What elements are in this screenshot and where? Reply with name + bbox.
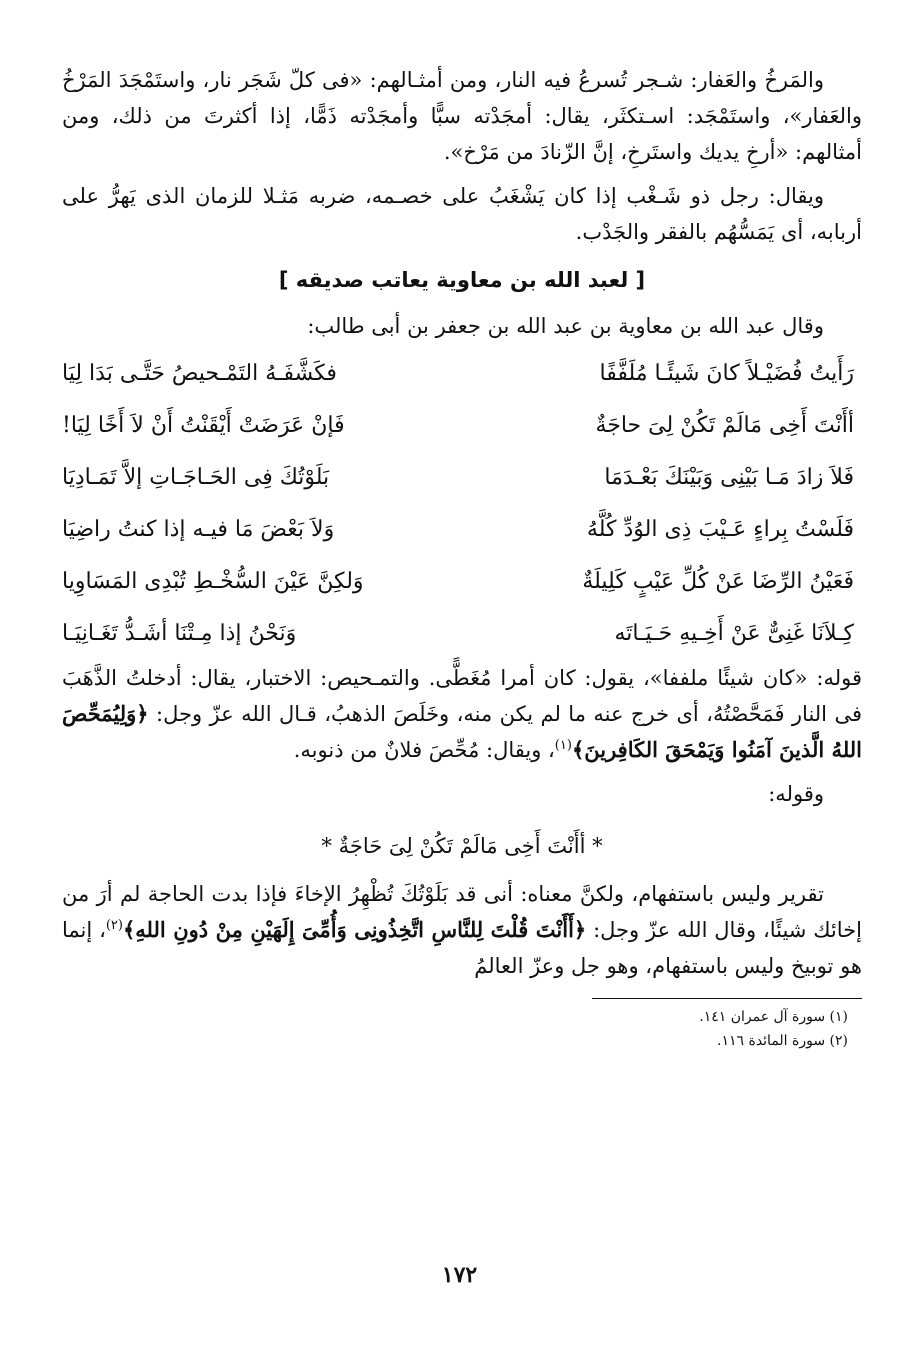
paragraph-markh: والمَرخُ والعَفار: شـجر تُسرعُ فيه النار، ومن أمثـالهم: «فى كلّ شَجَر نار، واستَمْجَدَ المَرْخُ والعَفار»، واستَمْجَد: اسـتكثَر، يقال: أمجَدْته سبًّا وأمجَدْته ذَمًّا، إذا أكثرتَ من ذلك، ومن أمثالهم: «أرخِ يديك واستَرخِ، إنَّ الزّنادَ من مَرْخ».	[62, 68, 862, 164]
commentary-text: تقرير وليس باستفهام، ولكنَّ معناه: أنى قد بَلَوْتُكَ تُظْهِرُ الإخاءَ فإذا بدت الحاجة لم أرَ من إخائك شيئًا، وقال الله عزّ وجل:	[62, 882, 862, 942]
verse-first-hemistich: فَلاَ زادَ مَـا بَيْنِى وَبَيْنَكَ بَعْـدَمَا	[604, 465, 854, 490]
commentary-text: قوله: «كان شيئًا ملففا»، يقول: كان أمرا مُغَطًّى. والتمـحيص: الاختبار، يقال: أدخلتُ الذَّهَبَ فى النار فَمَحَّصْتُهُ، أى خرج عنه ما لم يكن منه، وخَلَصَ الذهبُ، قـال الله عزّ وجل:	[62, 666, 862, 726]
commentary-paragraph	[62, 876, 862, 984]
commentary-label: وقوله:	[768, 782, 824, 806]
commentary-paragraph	[62, 660, 862, 768]
commentary-text: ، إنما هو توبيخ وليس باستفهام، وهو جل وعزّ العالمُ	[62, 918, 862, 978]
verse-second-hemistich: فكَشَّفَـهُ التَمْـحيصُ حَتَّـى بَدَا لِيَا	[62, 361, 337, 386]
quran-quote: ﴿أَأَنْتَ قُلْتَ لِلنَّاسِ اتَّخِذُونِى وَأُمِّىَ إِلَهَيْنِ مِنْ دُونِ اللهِ﴾	[122, 917, 587, 942]
verse-second-hemistich: وَلاَ بَعْضَ مَا فيـه إذا كنتُ راضِيَا	[62, 517, 335, 542]
verse-first-hemistich: كِـلاَنَا غَنِىٌّ عَنْ أَخِـيهِ حَـيَـاتَه	[614, 621, 854, 646]
verse-line	[62, 452, 862, 504]
verse-line	[62, 400, 862, 452]
verse-second-hemistich: وَلكِنَّ عَيْنَ السُّخْـطِ تُبْدِى المَسَاوِيا	[62, 569, 364, 594]
page-body	[62, 62, 862, 1053]
verse-line	[62, 504, 862, 556]
verse-first-hemistich: فَلَسْتُ بِراءٍ عَـيْبَ ذِى الوُدِّ كُلَّهُ	[586, 517, 854, 542]
page-number: ١٧٢	[441, 1262, 478, 1288]
paragraph-shaghb: ويقال: رجل ذو شَـغْب إذا كان يَشْغَبُ على خصـمه، ضربه مَثـلا للزمان الذى يَهرُّ على أربابه، أى يَمَسُّهُم بالفقر والجَدْب.	[62, 184, 862, 244]
footnote: (٢) سورة المائدة ١١٦.	[717, 1033, 848, 1049]
verse-line	[62, 348, 862, 400]
quoted-hemistich: * أأَنْتَ أَخِى مَالَمْ تَكُنْ لِىَ حَاجَةٌ *	[321, 834, 603, 858]
verse-second-hemistich: فَإنْ عَرَضَتْ أَيْقَنْتُ أَنْ لاَ أَخًا لِيَا!	[62, 413, 345, 438]
footnote: (١) سورة آل عمران ١٤١.	[699, 1009, 848, 1025]
verse-first-hemistich: أأَنْتَ أَخِى مَالَمْ تَكُنْ لِىَ حاجَةٌ	[595, 413, 854, 438]
quran-quote: ﴿وَلِيُمَحِّصَ اللهُ الَّذينَ آمَنُوا وَيَمْحَقَ الكَافِرينَ﴾	[62, 701, 862, 762]
verse-second-hemistich: بَلَوْتُكَ فِى الحَـاجَـاتِ إلاَّ تَمَـادِيَا	[62, 465, 330, 490]
verse-line	[62, 556, 862, 608]
footnote-ref: (٢)	[105, 918, 123, 933]
footnote-ref: (١)	[554, 738, 572, 753]
section-heading: [ لعبد الله بن معاوية يعاتب صديقه ]	[278, 268, 646, 292]
poem-verses	[62, 348, 862, 660]
commentary-text: ، ويقال: مُحِّصَ فلانٌ من ذنوبه.	[293, 738, 555, 762]
verse-first-hemistich: رَأَيتُ فُضَيْـلاً كانَ شَيئًـا مُلَفَّفًا	[599, 361, 854, 386]
verse-second-hemistich: وَنَحْنُ إذا مِـتْنَا أشَـدُّ تَغَـانِيَـا	[62, 621, 297, 646]
footnote-divider	[592, 998, 862, 999]
verse-line	[62, 608, 862, 660]
verse-first-hemistich: فَعَيْنُ الرِّضَا عَنْ كُلِّ عَيْبٍ كَلِيلَةٌ	[582, 569, 854, 594]
poem-intro: وقال عبد الله بن معاوية بن عبد الله بن جعفر بن أبى طالب:	[307, 314, 824, 338]
